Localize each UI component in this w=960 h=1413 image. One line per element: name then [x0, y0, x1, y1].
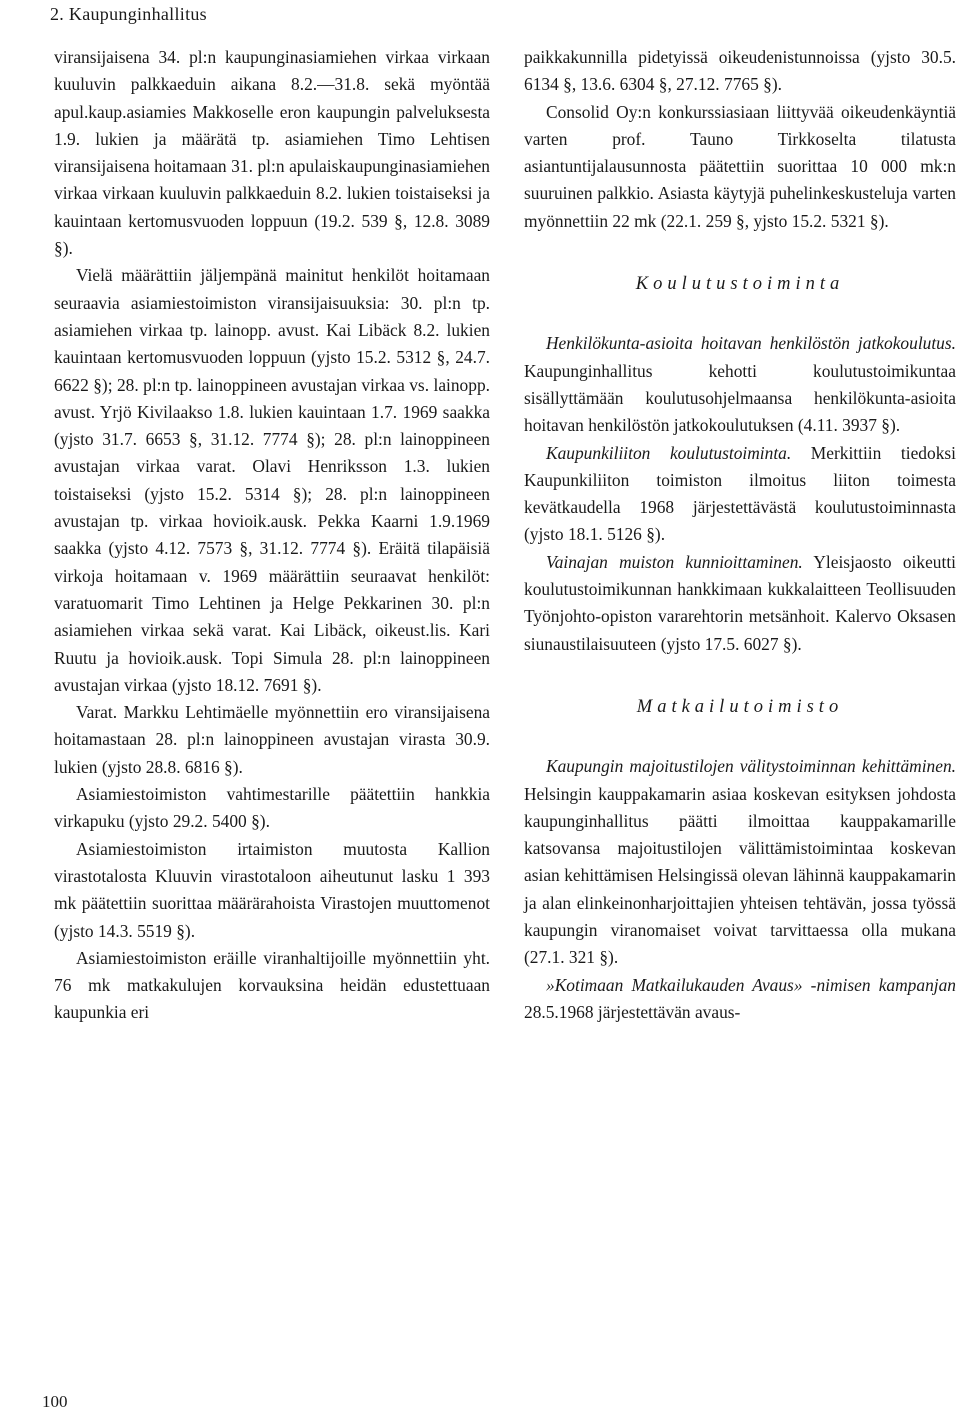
paragraph [524, 549, 956, 658]
paragraph: Asiamiestoimiston irtaimiston muutosta Kallion virastotalosta Kluuvin virastotaloon aiheutunut lasku 1 393 mk päätettiin suorittaa määrärahoista Virastojen muuttomenot (yjsto 14.3. 5519 §). [54, 838, 490, 941]
paragraph-text: Yleisjaosto oikeutti koulutustoimikunnan hankkimaan kukkalaitteen Teollisuuden Työnjohto-opiston vararehtorin metsänhoit. Kalervo Oksasen siunaustilaisuuteen (yjsto 17.5. 6027 §). [524, 551, 956, 654]
paragraph-lead: Henkilökunta-asioita hoitavan henkilöstön jatkokoulutus. [546, 333, 956, 354]
paragraph-text: 28.5.1968 järjestettävän avaus- [524, 1001, 741, 1022]
paragraph-text: Merkittiin tiedoksi Kaupunkiliiton toimiston ilmoitus liiton toimesta kevätkaudella 1968 järjestettävästä koulutustoiminnasta (yjsto 18.1. 5126 §). [524, 442, 956, 545]
section-title-matkailutoimisto: Matkailutoimisto [636, 696, 844, 717]
paragraph [524, 440, 956, 549]
paragraph: Consolid Oy:n konkurssiasiaan liittyvää oikeudenkäyntiä varten prof. Tauno Tirkkoselta tilatusta asiantuntijalausunnosta päätettiin suorittaa 10 000 mk:n suuruinen palkkio. Asiasta käytyjä puhelinkeskusteluja varten myönnettiin 22 mk (22.1. 259 §, yjsto 15.2. 5321 §). [524, 101, 956, 231]
left-column [54, 44, 490, 1027]
paragraph: Asiamiestoimiston eräille viranhaltijoille myönnettiin yht. 76 mk matkakulujen korvauksina heidän edustettuaan kaupunkia eri [54, 947, 490, 1023]
paragraph: viransijaisena 34. pl:n kaupunginasiamiehen virkaa virkaan kuuluvin palkkaeduin aikana 8.2.—31.8. sekä myöntää apul.kaup.asiamies Makkoselle eron kaupungin palveluksesta 1.9. lukien ja määrätä tp. asiamiehen Timo Lehtisen viransijaisena hoitamaan 31. pl:n apulaiskaupunginasiamiehen virkaa virkaan kuuluvin palkkaeduin 8.2. lukien toistaiseksi ja kauintaan kertomusvuoden loppuun (19.2. 539 §, 12.8. 3089 §). [54, 47, 490, 259]
paragraph [524, 972, 956, 1027]
paragraph-lead: »Kotimaan Matkailukauden Avaus» -nimisen kampanjan [546, 974, 956, 995]
paragraph [524, 330, 956, 439]
paragraph [524, 753, 956, 971]
paragraph: Vielä määrättiin jäljempänä mainitut henkilöt hoitamaan seuraavia asiamiestoimiston viransijaisuuksia: 30. pl:n tp. asiamiehen virkaa tp. lainopp. avust. Kai Libäck 8.2. lukien kauintaan kertomusvuoden loppuun (yjsto 15.2. 5312 §, 24.7. 6622 §); 28. pl:n tp. lainoppineen avustajan virkaa vs. lainopp. avust. Yrjö Kivilaakso 1.8. lukien kauintaan 1.7. 1969 saakka (yjsto 31.7. 6653 §, 31.12. 7774 §); 28. pl:n lainoppineen avustajan virkaa varat. Olavi Henriksson 1.3. lukien toistaiseksi (yjsto 15.2. 5314 §); 28. pl:n lainoppineen avustajan tp. virkaa hovioik.ausk. Pekka Kaarni 1.9.1969 saakka (yjsto 4.12. 7573 §, 31.12. 7774 §). Eräitä tilapäisiä virkoja hoitamaan v. 1969 määrättiin seuraavat henkilöt: varatuomarit Timo Lehtinen ja Helge Pekkarinen 30. pl:n asiamiehen virkaa sekä varat. Kai Libäck, oikeust.lis. Kari Ruutu ja hovioik.ausk. Topi Simula 28. pl:n lainoppineen avustajan virkaa (yjsto 18.12. 7691 §). [54, 265, 490, 695]
paragraph: Varat. Markku Lehtimäelle myönnettiin ero viransijaisena hoitamastaan 28. pl:n lainoppineen avustajan virasta 30.9. lukien (yjsto 28.8. 6816 §). [54, 702, 490, 777]
paragraph: Asiamiestoimiston vahtimestarille päätettiin hankkia virkapuku (yjsto 29.2. 5400 §). [54, 784, 490, 832]
paragraph-text: Kaupunginhallitus kehotti koulutustoimikuntaa sisällyttämään koulutusohjelmaansa henkilökunta-asioita hoitavan henkilöstön jatkokoulutuksen (4.11. 3937 §). [524, 360, 956, 436]
paragraph-lead: Kaupunkiliiton koulutustoiminta. [546, 442, 792, 463]
right-column [524, 44, 956, 1026]
page-number: 100 [42, 1392, 68, 1411]
paragraph-lead: Vainajan muiston kunnioittaminen. [546, 551, 803, 572]
running-head: 2. Kaupunginhallitus [50, 4, 207, 24]
section-title-koulutustoiminta: Koulutustoiminta [635, 274, 845, 295]
paragraph: paikkakunnilla pidetyissä oikeudenistunnoissa (yjsto 30.5. 6134 §, 13.6. 6304 §, 27.12. 7765 §). [524, 47, 956, 95]
paragraph-lead: Kaupungin majoitustilojen välitystoiminnan kehittäminen. [546, 756, 956, 777]
paragraph-text: Helsingin kauppakamarin asiaa koskevan esityksen johdosta kaupunginhallitus päätti ilmoittaa kauppakamarille katsovansa majoitustilojen välittämistoimintaa koskevan asian kehittämisen Helsingissä olevan lähinnä kauppakamarin ja alan elinkeinonharjoittajien yhteisen tehtävän, jossa työssä kaupungin viranomaiset voivat tarvittaessa olla mukana (27.1. 321 §). [524, 783, 956, 968]
